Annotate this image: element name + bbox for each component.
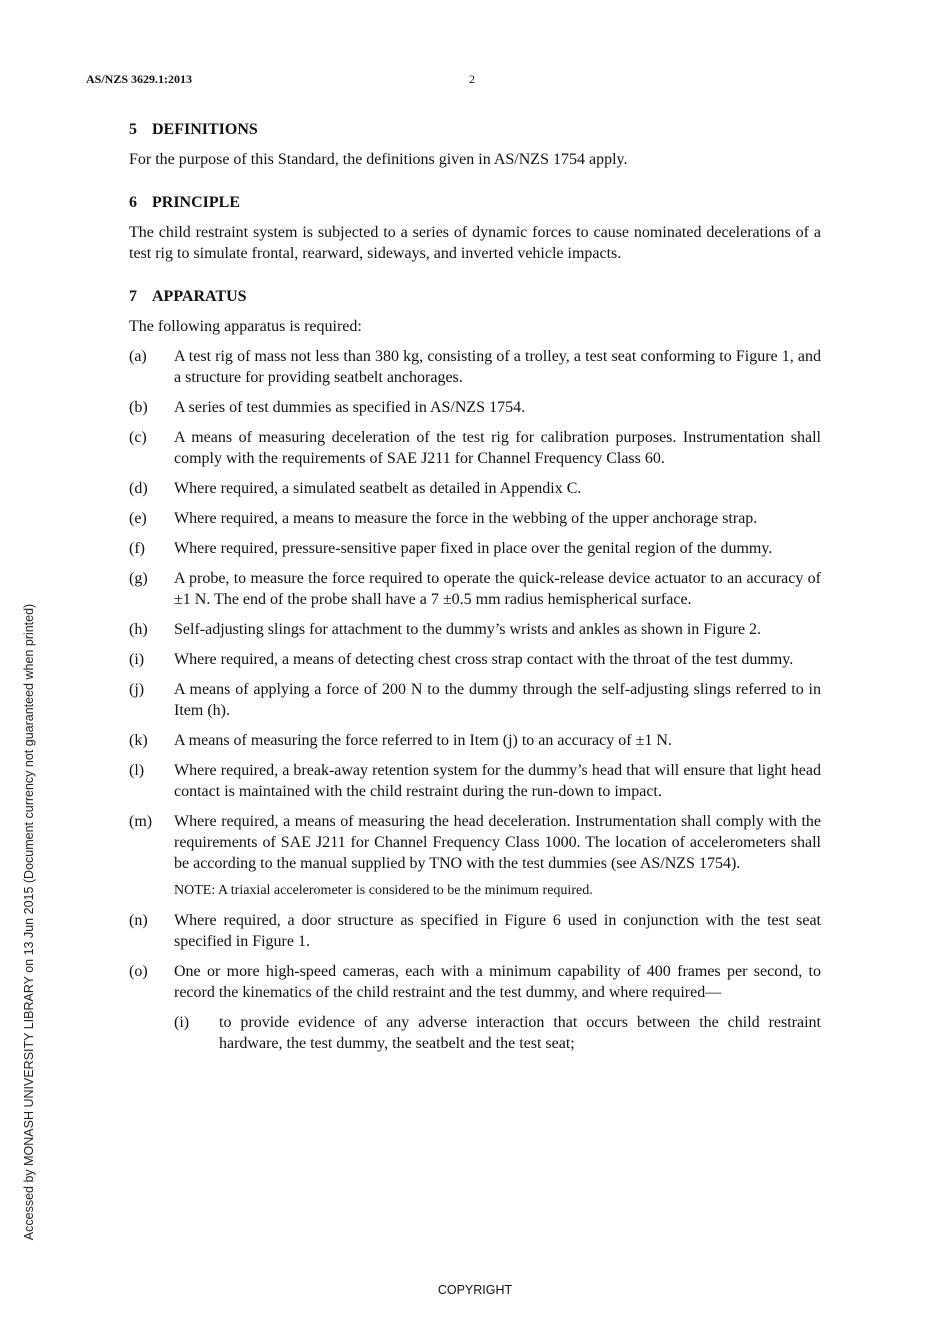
list-item: (o) One or more high-speed cameras, each with a minimum capability of 400 frames per second, to record the kinematics of the child restraint and the test dummy, and where required— bbox=[129, 963, 821, 1001]
section-heading-definitions: 5 DEFINITIONS bbox=[129, 121, 258, 138]
standard-number: AS/NZS 3629.1:2013 bbox=[86, 72, 193, 86]
principle-text: The child restraint system is subjected to a series of dynamic forces to cause nominated decelerations of a test rig to simulate frontal, rearward, sideways, and inverted vehicle impacts. bbox=[129, 224, 821, 262]
list-item: (b) A series of test dummies as specified in AS/NZS 1754. bbox=[129, 399, 526, 416]
list-item: (f) Where required, pressure-sensitive paper fixed in place over the genital region of the dummy. bbox=[129, 540, 773, 557]
list-item: (m) Where required, a means of measuring the head deceleration. Instrumentation shall comply with the requirements of SAE J211 for Channel Frequency Class 1000. The location of accelerometers shall be according to the manual supplied by TNO with the test dummies (see AS/NZS 1754). NOTE: A triaxial accelerometer is considered to be the minimum required. bbox=[129, 811, 821, 901]
list-item: (c) A means of measuring deceleration of the test rig for calibration purposes. Instrumentation shall comply with the requirements of SAE J211 for Channel Frequency Class 60. bbox=[129, 429, 821, 467]
section-heading-principle: 6 PRINCIPLE bbox=[129, 194, 241, 211]
copyright-footer: COPYRIGHT bbox=[437, 1283, 513, 1297]
list-item: (l) Where required, a break-away retention system for the dummy’s head that will ensure that light head contact is maintained with the child restraint during the run-down to impact. bbox=[129, 762, 821, 800]
section-heading-apparatus: 7 APPARATUS bbox=[129, 288, 247, 305]
list-item: (h) Self-adjusting slings for attachment to the dummy’s wrists and ankles as shown in Figure 2. bbox=[129, 621, 762, 638]
list-item: (g) A probe, to measure the force required to operate the quick-release device actuator to an accuracy of ±1 N. The end of the probe shall have a 7 ±0.5 mm radius hemispherical surface. bbox=[129, 570, 821, 608]
note: NOTE: A triaxial accelerometer is considered to be the minimum required. bbox=[174, 883, 593, 898]
sub-list-item: (i) to provide evidence of any adverse interaction that occurs between the child restraint hardware, the test dummy, the seatbelt and the test seat; bbox=[174, 1014, 821, 1052]
list-item: (i) Where required, a means of detecting chest cross strap contact with the throat of the test dummy. bbox=[129, 651, 794, 668]
apparatus-intro: The following apparatus is required: bbox=[129, 318, 362, 335]
definitions-text: For the purpose of this Standard, the definitions given in AS/NZS 1754 apply. bbox=[129, 151, 628, 168]
list-item: (d) Where required, a simulated seatbelt as detailed in Appendix C. bbox=[129, 480, 582, 497]
list-item: (k) A means of measuring the force referred to in Item (j) to an accuracy of ±1 N. bbox=[129, 732, 672, 749]
list-item: (a) A test rig of mass not less than 380 kg, consisting of a trolley, a test seat conforming to Figure 1, and a structure for providing seatbelt anchorages. bbox=[129, 348, 821, 386]
list-item: (e) Where required, a means to measure the force in the webbing of the upper anchorage strap. bbox=[129, 510, 758, 527]
list-item: (j) A means of applying a force of 200 N to the dummy through the self-adjusting slings referred to in Item (h). bbox=[129, 681, 821, 719]
document-body bbox=[129, 119, 821, 1063]
access-watermark: Accessed by MONASH UNIVERSITY LIBRARY on 13 Jun 2015 (Document currency not guaranteed when printed) bbox=[22, 603, 36, 1241]
page-number: 2 bbox=[469, 72, 475, 86]
list-item: (n) Where required, a door structure as specified in Figure 6 used in conjunction with the test seat specified in Figure 1. bbox=[129, 912, 821, 950]
